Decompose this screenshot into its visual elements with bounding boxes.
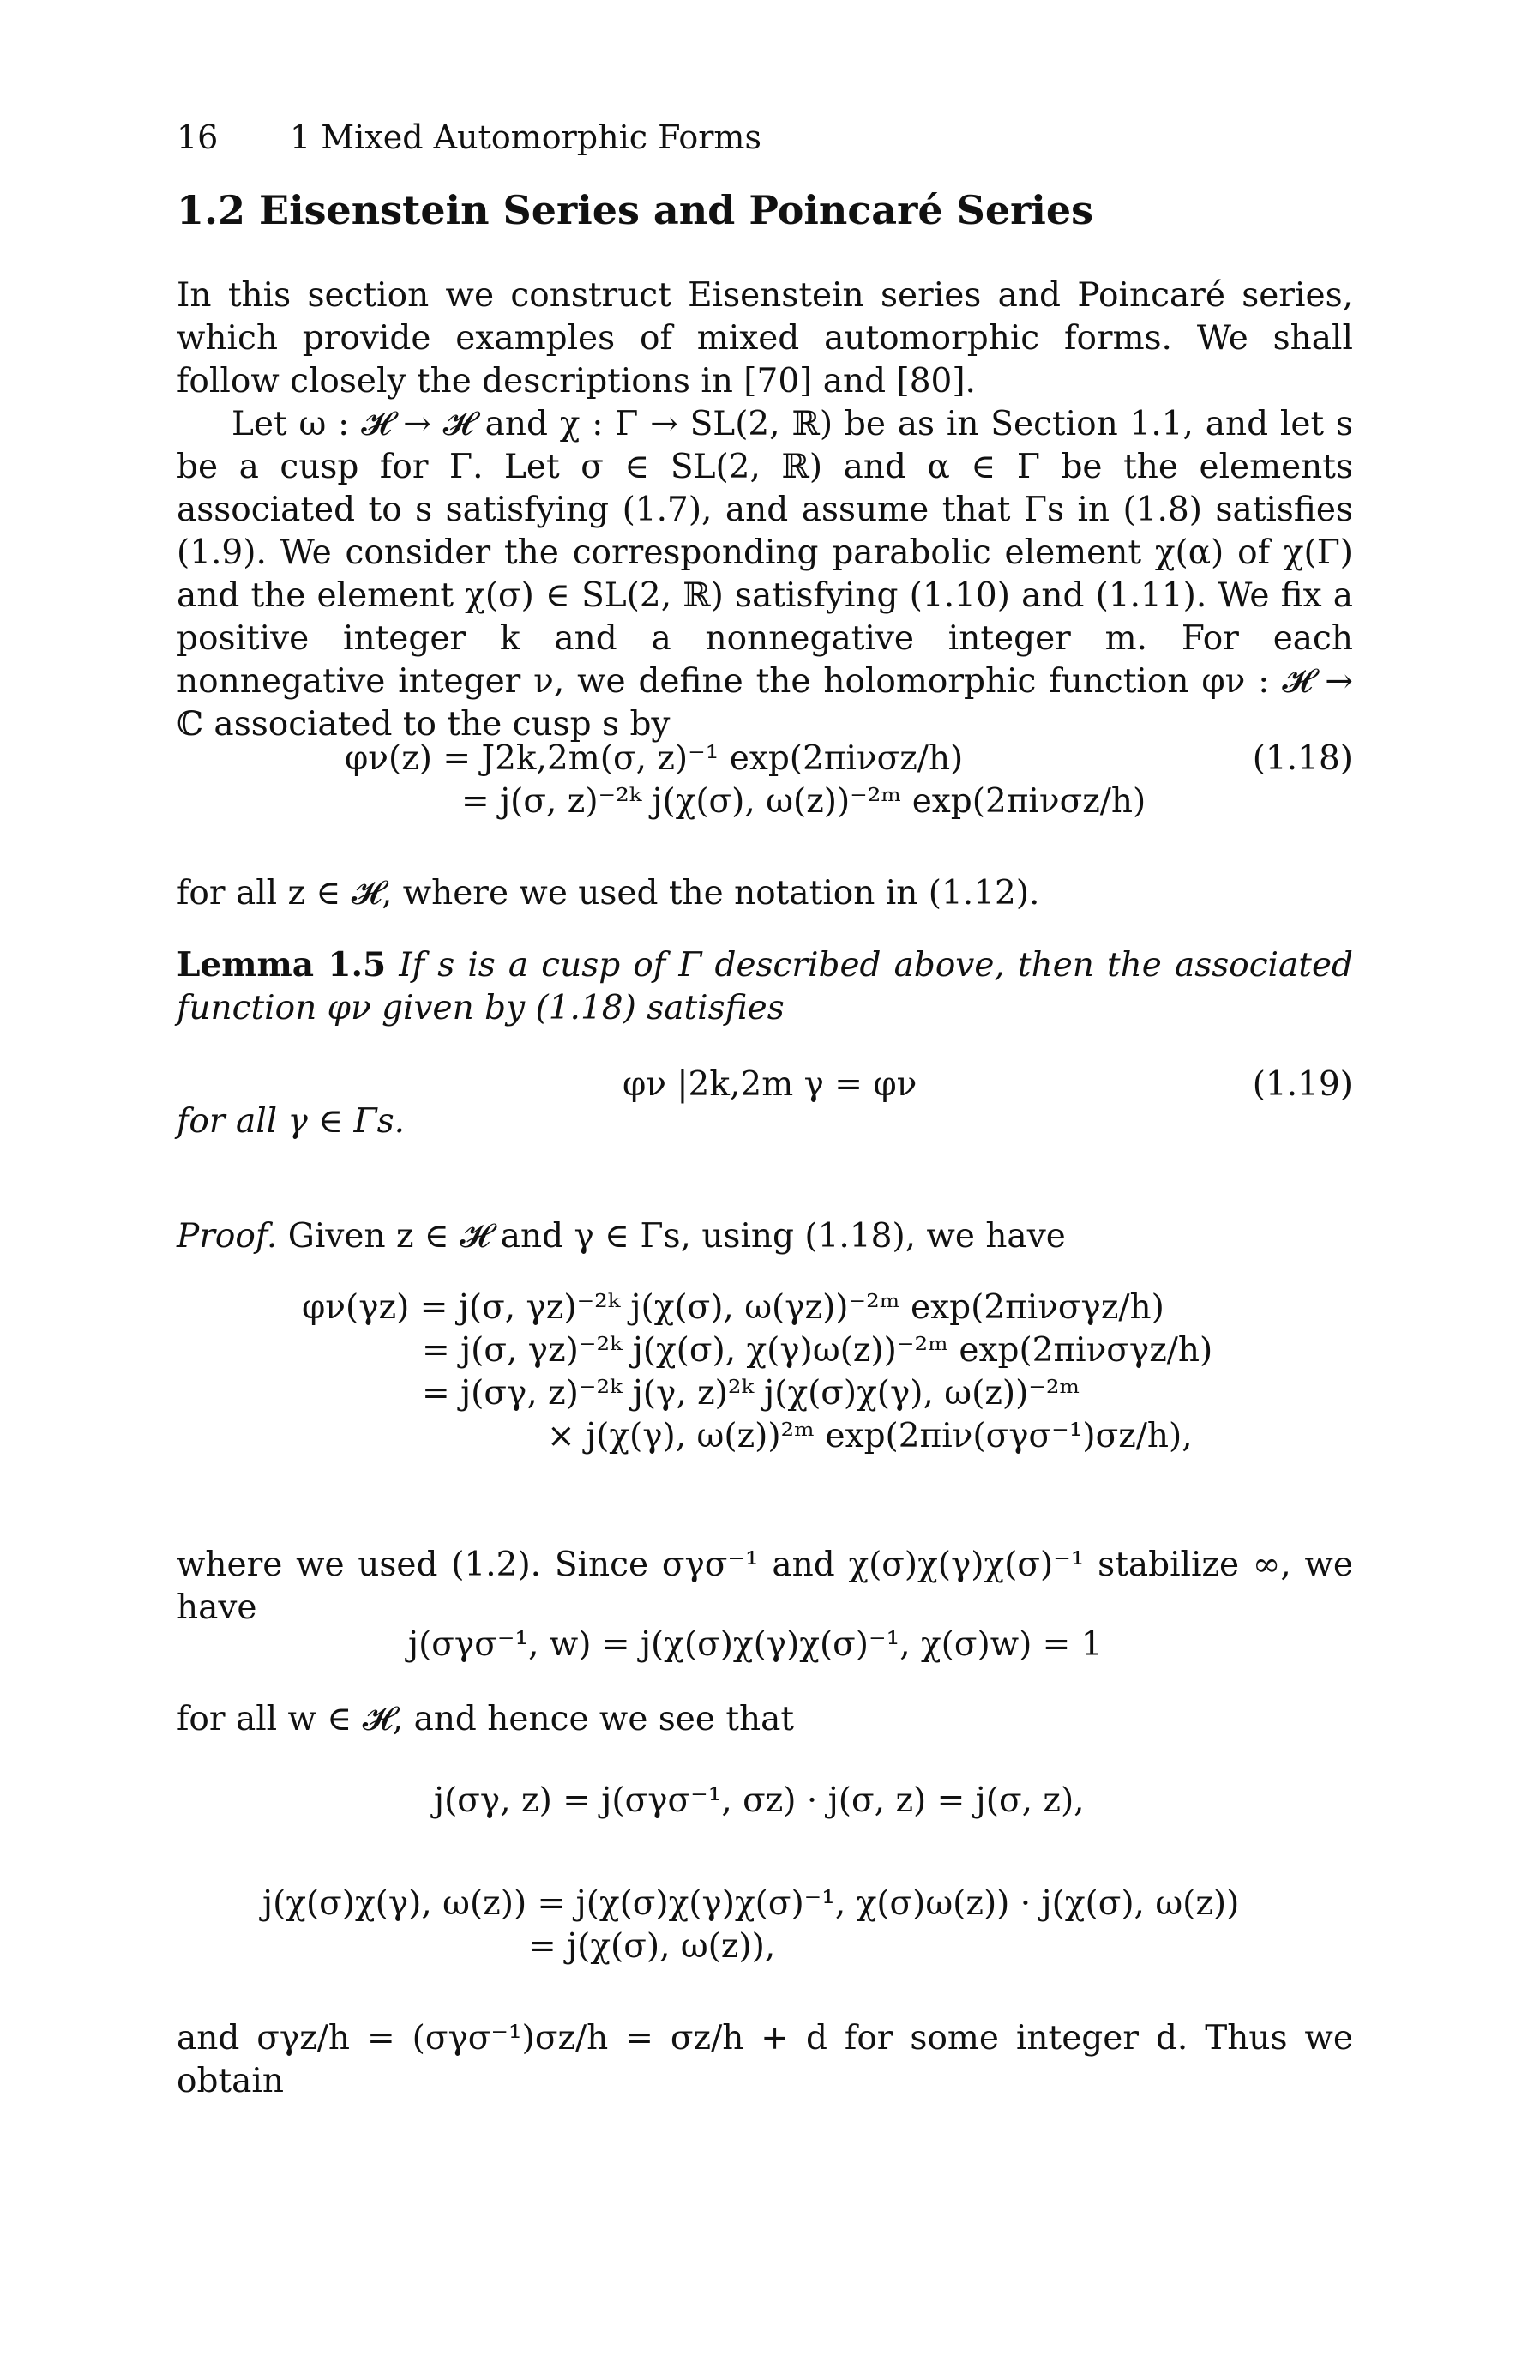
proof-label: Proof. — [177, 1217, 278, 1256]
equation-line: = j(σ, z)⁻²ᵏ j(χ(σ), ω(z))⁻²ᵐ exp(2πiνσz/h) — [461, 782, 1146, 821]
lemma-label: Lemma 1.5 — [177, 945, 387, 985]
equation-line: = j(σ, γz)⁻²ᵏ j(χ(σ), χ(γ)ω(z))⁻²ᵐ exp(2πiνσγz/h) — [422, 1331, 1213, 1370]
equation-stabilize — [177, 1624, 1353, 1666]
equation-number: (1.19) — [1252, 1065, 1353, 1104]
equation-number: (1.18) — [1252, 739, 1353, 778]
paragraph-setup: Let ω : 𝓗 → 𝓗 and χ : Γ → SL(2, ℝ) be as in Section 1.1, and let s be a cusp for Γ. Let σ ∈ SL(2, ℝ) and α ∈ Γ be the elements associated to s satisfying (1.7), and assume that Γs in (1.8) satisfies (1.9). We consider the corresponding parabolic element χ(α) of χ(Γ) and the element χ(σ) ∈ SL(2, ℝ) satisfying (1.10) and (1.11). We fix a positive integer k and a nonnegative integer m. For each nonnegative integer ν, we define the holomorphic function φν : 𝓗 → ℂ associated to the cusp s by — [177, 405, 1353, 744]
equation-line: φν(γz) = j(σ, γz)⁻²ᵏ j(χ(σ), ω(γz))⁻²ᵐ exp(2πiνσγz/h) — [302, 1288, 1164, 1327]
proof-text: Given z ∈ 𝓗 and γ ∈ Γs, using (1.18), we have — [287, 1217, 1066, 1256]
equation-line: = j(χ(σ), ω(z)), — [528, 1927, 776, 1966]
paragraph-final: and σγz/h = (σγσ⁻¹)σz/h = σz/h + d for some integer d. Thus we obtain — [177, 2019, 1353, 2100]
lemma-block — [177, 943, 1353, 1030]
paragraph-stabilize: where we used (1.2). Since σγσ⁻¹ and χ(σ)χ(γ)χ(σ)⁻¹ stabilize ∞, we have — [177, 1545, 1353, 1627]
equation-cocycle-2 — [177, 1883, 1353, 1968]
equation-line: = j(σγ, z)⁻²ᵏ j(γ, z)²ᵏ j(χ(σ)χ(γ), ω(z))⁻²ᵐ — [422, 1374, 1080, 1413]
section-title: 1.2 Eisenstein Series and Poincaré Series — [177, 187, 1093, 233]
paragraph-notation: for all z ∈ 𝓗, where we used the notation in (1.12). — [177, 874, 1040, 913]
equation-line: j(σγσ⁻¹, w) = j(χ(σ)χ(γ)χ(σ)⁻¹, χ(σ)w) = 1 — [408, 1625, 1103, 1664]
equation-line: j(χ(σ)χ(γ), ω(z)) = j(χ(σ)χ(γ)χ(σ)⁻¹, χ(σ)ω(z)) · j(χ(σ), ω(z)) — [262, 1884, 1240, 1923]
proof-intro — [177, 1215, 1353, 1258]
equation-line: φν |2k,2m γ = φν — [623, 1065, 917, 1104]
equation-proof — [177, 1286, 1353, 1458]
lemma-statement: If s is a cusp of Γ described above, then the associated function φν given by (1.18) satisfies — [177, 946, 1354, 1027]
equation-cocycle-1 — [177, 1780, 1353, 1823]
equation-line: j(σγ, z) = j(σγσ⁻¹, σz) · j(σ, z) = j(σ, z), — [434, 1781, 1085, 1820]
paragraph-forall: for all w ∈ 𝓗, and hence we see that — [177, 1700, 795, 1738]
paragraph-intro: In this section we construct Eisenstein series and Poincaré series, which provide examples of mixed automorphic forms. We shall follow closely the descriptions in [70] and [80]. — [177, 276, 1353, 401]
equation-line: × j(χ(γ), ω(z))²ᵐ exp(2πiν(σγσ⁻¹)σz/h), — [547, 1417, 1193, 1455]
equation-line: φν(z) = J2k,2m(σ, z)⁻¹ exp(2πiνσz/h) — [345, 739, 964, 778]
running-header — [177, 118, 761, 156]
lemma-condition: for all γ ∈ Γs. — [177, 1102, 405, 1141]
running-title: 1 Mixed Automorphic Forms — [290, 118, 761, 156]
equation-1-18 — [177, 738, 1353, 823]
page-number: 16 — [177, 118, 219, 156]
